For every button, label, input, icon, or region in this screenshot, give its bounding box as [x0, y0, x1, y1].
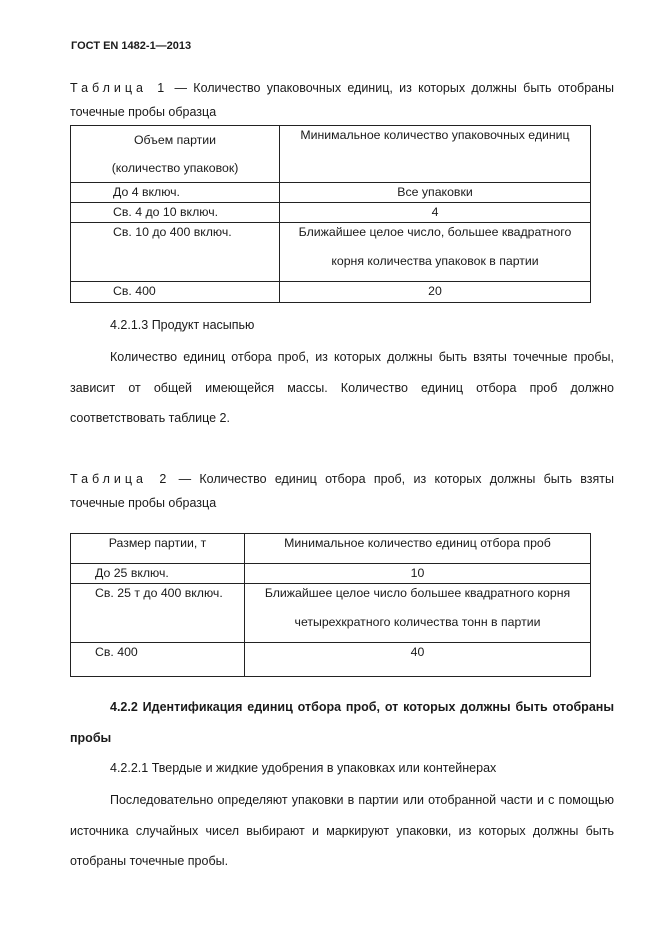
table1-row1-col2: Все упаковки [280, 183, 591, 203]
table2-caption-lead: Таблица 2 [70, 472, 171, 486]
table1-row3-col2-line2: корня количества упаковок в партии [331, 254, 539, 268]
table-2 [70, 533, 591, 677]
table2-row3-col2: 40 [245, 643, 591, 677]
table-row [71, 282, 591, 303]
table-row [71, 643, 591, 677]
table2-row1-col1: До 25 включ. [71, 564, 245, 584]
table-row [71, 223, 591, 282]
table2-row3-col1: Св. 400 [71, 643, 245, 677]
table1-caption-lead: Таблица 1 [70, 81, 169, 95]
table1-row2-col1: Св. 4 до 10 включ. [71, 203, 280, 223]
table1-row3-col1: Св. 10 до 400 включ. [71, 223, 280, 282]
table-row [71, 183, 591, 203]
table1-head-col1-line2: (количество упаковок) [111, 161, 239, 175]
table1-head-col1 [71, 126, 280, 183]
table-row [71, 203, 591, 223]
table2-row1-col2: 10 [245, 564, 591, 584]
table-row [71, 584, 591, 643]
table1-caption-text: — Количество упаковочных единиц, из которых должны быть отобраны точечные пробы образца [70, 81, 615, 119]
table2-row2-col2-line1: Ближайшее целое число большее квадратного корня [264, 586, 571, 600]
table1-caption [70, 76, 614, 124]
table1-row3-col2-line1: Ближайшее целое число, большее квадратного [298, 225, 572, 239]
section-4213-title: 4.2.1.3 Продукт насыпью [110, 318, 255, 332]
section-4221-title: 4.2.2.1 Твердые и жидкие удобрения в упаковках или контейнерах [110, 761, 497, 775]
table1-row3-col2 [280, 223, 591, 282]
table2-row2-col2 [245, 584, 591, 643]
table1-head-col1-line1: Объем партии [133, 133, 217, 147]
section-4213-paragraph: Количество единиц отбора проб, из которых должны быть взяты точечные пробы, зависит от общей имеющейся массы. Количество единиц отбора проб должно соответствовать таблице 2. [70, 350, 614, 425]
document-header: ГОСТ EN 1482-1—2013 [71, 40, 192, 52]
table1-head-col2: Минимальное количество упаковочных единиц [280, 126, 591, 183]
section-4221-paragraph: Последовательно определяют упаковки в партии или отобранной части и с помощью источника случайных чисел выбирают и маркируют упаковки, из которых должны быть отобраны точечные пробы. [70, 793, 614, 868]
table-row [71, 564, 591, 584]
table1-row1-col1: До 4 включ. [71, 183, 280, 203]
table1-row4-col2: 20 [280, 282, 591, 303]
table1-header-row [71, 126, 591, 183]
table2-caption-text: — Количество единиц отбора проб, из которых должны быть взяты точечные пробы образца [70, 472, 615, 510]
table2-head-col2: Минимальное количество единиц отбора проб [245, 534, 591, 564]
section-422-heading: 4.2.2 Идентификация единиц отбора проб, от которых должны быть отобраны пробы [70, 700, 614, 745]
table1-row2-col2: 4 [280, 203, 591, 223]
table2-head-col1: Размер партии, т [71, 534, 245, 564]
table-1 [70, 125, 591, 303]
table2-header-row [71, 534, 591, 564]
table2-row2-col1: Св. 25 т до 400 включ. [71, 584, 245, 643]
table1-row4-col1: Св. 400 [71, 282, 280, 303]
table2-caption [70, 467, 614, 515]
table2-row2-col2-line2: четырехкратного количества тонн в партии [294, 615, 541, 629]
